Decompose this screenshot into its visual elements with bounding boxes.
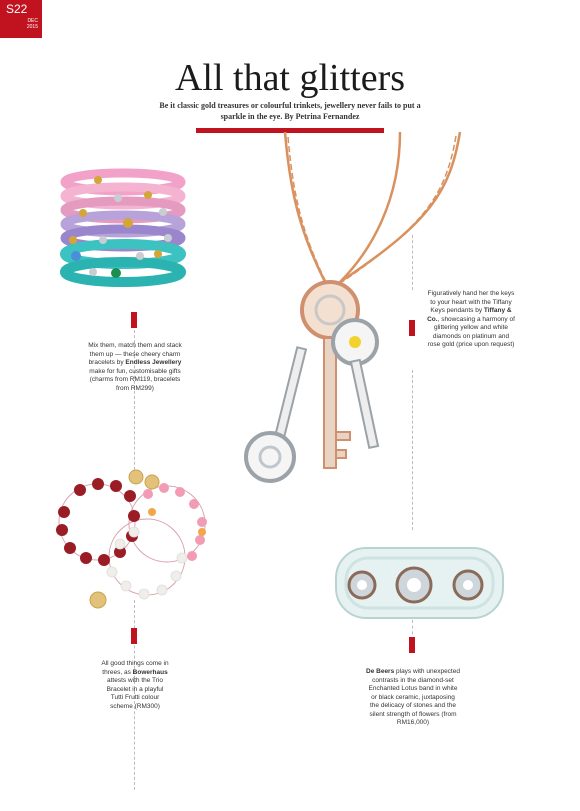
caption-debeers: De Beers plays with unexpected contrasts in the diamond-set Enchanted Lotus band in white or black ceramic, juxtaposing the delicacy of stones and the silent strength of flowers (from RM16,000) [366, 668, 460, 726]
page-subtitle: Be it classic gold treasures or colourful trinkets, jewellery never fails to put a sparkle in the eye. By Petrina Fernandez [159, 101, 421, 121]
lotus-band-image [332, 540, 507, 625]
brand-debeers: De Beers [366, 668, 395, 675]
page-title: All that glitters [174, 57, 406, 99]
brand-bowerhaus: Bowerhaus [132, 668, 168, 676]
brand-tiffany: Tiffany & Co. [427, 307, 512, 323]
brand-endless: Endless Jewellery [125, 359, 182, 366]
marker-bowerhaus [131, 628, 137, 644]
trio-bracelet-image [52, 472, 212, 617]
page-date: DEC 2015 [26, 18, 38, 30]
page-number-tab [0, 0, 42, 38]
caption-endless-jewellery: Mix them, match them and stack them up — these cheery charm bracelets by Endless Jewellery make for fun, customisable gifts (charms from RM119, bracelets from RM299) [88, 342, 182, 392]
page-number: S22 [6, 2, 28, 16]
marker-endless [131, 312, 137, 328]
caption-bowerhaus: All good things come in threes, as Bowerhaus attests with the Trio Bracelet in a playful Tutti Frutti colour scheme (RM300) [101, 660, 169, 710]
charm-bracelets-image [58, 168, 188, 293]
caption-tiffany: Figuratively hand her the keys to your heart with the Tiffany Keys pendants by Tiffany & Co., showcasing a harmony of glittering yellow and white diamonds on platinum and rose gold (price upon request) [427, 290, 515, 348]
marker-debeers [409, 637, 415, 653]
